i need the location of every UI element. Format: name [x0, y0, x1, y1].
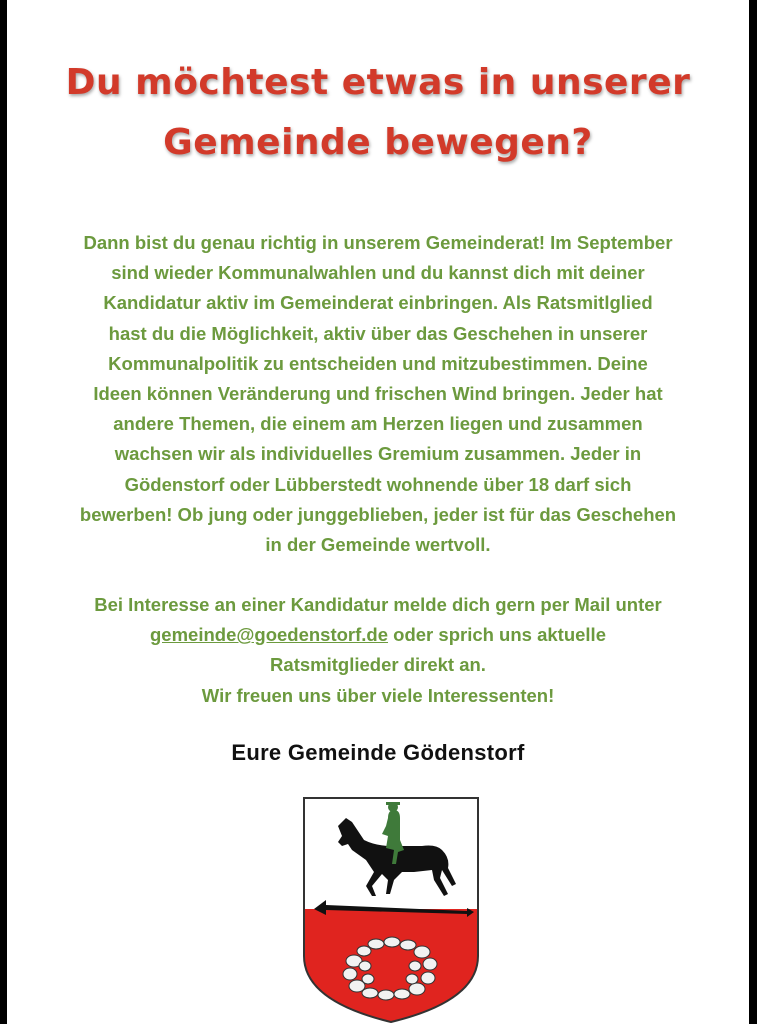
contact-paragraph — [67, 590, 689, 711]
intro-paragraph — [67, 228, 689, 560]
coat-red-field — [304, 909, 478, 1022]
intro-line: sind wieder Kommunalwahlen und du kannst dich mit deiner — [111, 262, 645, 284]
headline-line-2: Gemeinde bewegen? — [163, 122, 593, 163]
email-link[interactable]: gemeinde@goedenstorf.de — [150, 624, 389, 646]
headline-line-1: Du möchtest etwas in unserer — [65, 62, 691, 103]
intro-line: bewerben! Ob jung oder junggeblieben, jeder ist für das Geschehen — [79, 503, 677, 525]
coat-of-arms-icon — [302, 796, 480, 1024]
intro-line: Dann bist du genau richtig in unserem Gemeinderat! Im September — [83, 232, 673, 253]
intro-line: hast du die Möglichkeit, aktiv über das Geschehen in unserer — [108, 322, 648, 344]
intro-line: in der Gemeinde wertvoll. — [265, 534, 491, 556]
contact-line-2-rest: oder sprich uns aktuelle — [388, 624, 606, 646]
contact-line-1: Bei Interesse an einer Kandidatur melde dich gern per Mail unter — [94, 594, 662, 615]
flyer-page — [7, 0, 749, 1024]
signature: Eure Gemeinde Gödenstorf — [231, 740, 525, 765]
contact-line-4: Wir freuen uns über viele Interessenten! — [201, 684, 555, 706]
intro-line: wachsen wir als individuelles Gremium zusammen. Jeder in — [114, 443, 642, 465]
intro-line: Ideen können Veränderung und frischen Wind bringen. Jeder hat — [93, 383, 663, 405]
intro-line: Kandidatur aktiv im Gemeinderat einbringen. Als Ratsmitlglied — [103, 292, 653, 314]
intro-line: Kommunalpolitik zu entscheiden und mitzubestimmen. Deine — [108, 352, 648, 374]
intro-line: Gödenstorf oder Lübberstedt wohnende über 18 darf sich — [124, 473, 632, 495]
contact-line-2 — [67, 620, 689, 650]
contact-line-3: Ratsmitglieder direkt an. — [270, 654, 486, 676]
intro-line: andere Themen, die einem am Herzen liegen und zusammen — [113, 413, 643, 435]
